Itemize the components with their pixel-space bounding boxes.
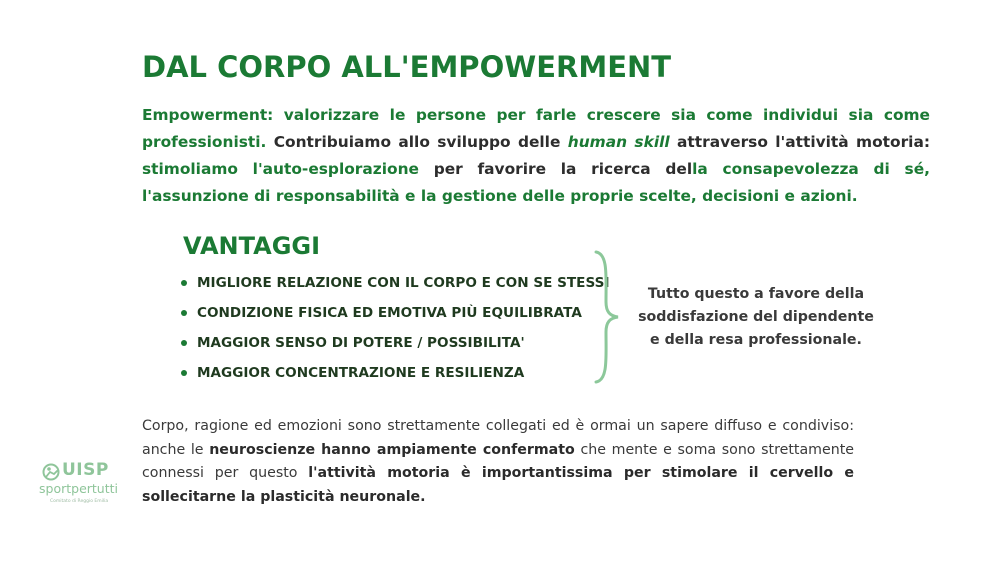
- list-item: [180, 362, 610, 392]
- intro-text-a: Contribuiamo allo sviluppo delle: [266, 133, 568, 151]
- intro-text-e: per favorire la ricerca del: [418, 160, 693, 178]
- benefits-summary-note: Tutto questo a favore della soddisfazione del dipendente e della resa professionale.: [638, 286, 874, 348]
- bullet-icon: [181, 280, 187, 286]
- list-item: [180, 332, 610, 362]
- bullet-icon: [181, 340, 187, 346]
- benefit-label: MAGGIOR CONCENTRAZIONE E RESILIENZA: [197, 365, 525, 381]
- benefit-label: CONDIZIONE FISICA ED EMOTIVA PIÙ EQUILIBRATA: [197, 305, 582, 321]
- vantaggi-heading: VANTAGGI: [183, 232, 321, 260]
- closing-bold-1: neuroscienze hanno ampiamente confermato: [209, 441, 575, 458]
- intro-human-skill: human skill: [567, 133, 670, 151]
- closing-bold-2: l'attività motoria è importantissima per stimolare il cervello e sollecitarne la plasticità neuronale.: [142, 465, 854, 505]
- intro-text-c: attraverso l'attività motoria:: [669, 133, 930, 151]
- page-title: DAL CORPO ALL'EMPOWERMENT: [142, 50, 672, 84]
- closing-paragraph: [142, 415, 854, 509]
- intro-consapevolezza: la consapevolezza di sé, l'assunzione di responsabilità e la gestione delle proprie scelte, decisioni e azioni.: [142, 160, 930, 205]
- logo-tagline: sportpertutti: [39, 481, 118, 496]
- curly-brace-icon: [592, 250, 622, 384]
- benefits-list: [180, 272, 610, 392]
- benefit-label: MIGLIORE RELAZIONE CON IL CORPO E CON SE STESSI: [197, 275, 610, 291]
- bullet-icon: [181, 370, 187, 376]
- intro-auto-esplorazione: stimoliamo l'auto-esplorazione: [142, 160, 419, 178]
- closing-text-2: che mente e soma sono strettamente connessi per questo: [142, 441, 855, 481]
- closing-text-1: Corpo, ragione ed emozioni sono strettamente collegati ed è ormai un sapere diffuso e condiviso: anche le: [142, 418, 854, 458]
- benefit-label: MAGGIOR SENSO DI POTERE / POSSIBILITA': [197, 335, 525, 351]
- uisp-runner-icon: [40, 463, 62, 481]
- bullet-icon: [181, 310, 187, 316]
- list-item: [180, 272, 610, 302]
- uisp-logo: [36, 460, 122, 511]
- intro-sentence-1: Empowerment: valorizzare le persone per farle crescere sia come individui sia come professionisti.: [142, 106, 930, 151]
- logo-brand: UISP: [62, 460, 109, 480]
- list-item: [180, 302, 610, 332]
- intro-paragraph: [142, 102, 930, 210]
- logo-subtitle: Comitato di Reggio Emilia: [50, 499, 109, 504]
